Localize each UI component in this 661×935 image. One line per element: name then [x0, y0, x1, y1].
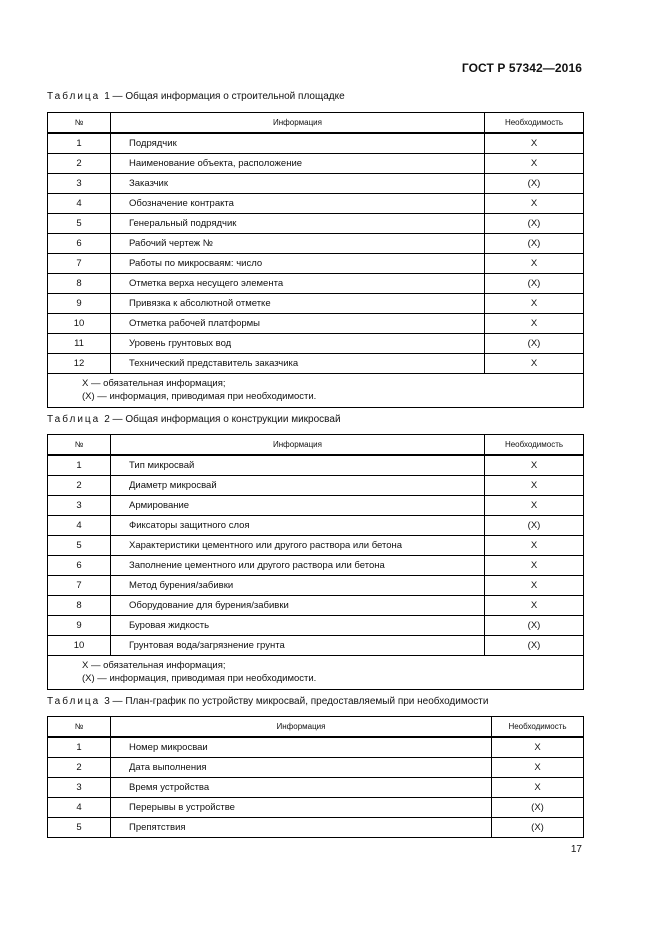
- row-information: Генеральный подрядчик: [111, 214, 485, 234]
- row-necessity: X: [492, 758, 584, 778]
- row-number: 8: [48, 274, 111, 294]
- row-information: Привязка к абсолютной отметке: [111, 294, 485, 314]
- table-row: [48, 133, 584, 154]
- row-number: 2: [48, 758, 111, 778]
- row-number: 1: [48, 737, 111, 758]
- table-row: [48, 516, 584, 536]
- note-line: X — обязательная информация;: [82, 378, 226, 389]
- row-number: 1: [48, 455, 111, 476]
- table-row: [48, 737, 584, 758]
- column-header-number: №: [48, 717, 111, 738]
- row-information: Номер микросваи: [111, 737, 492, 758]
- row-number: 2: [48, 476, 111, 496]
- table-3-caption: [47, 696, 488, 707]
- row-necessity: (X): [485, 636, 584, 656]
- table-row: [48, 334, 584, 354]
- row-number: 1: [48, 133, 111, 154]
- row-information: Фиксаторы защитного слоя: [111, 516, 485, 536]
- row-number: 4: [48, 194, 111, 214]
- row-information: Рабочий чертеж №: [111, 234, 485, 254]
- table-row: [48, 576, 584, 596]
- row-necessity: X: [485, 556, 584, 576]
- column-header-information: Информация: [111, 717, 492, 738]
- row-necessity: X: [485, 455, 584, 476]
- row-necessity: X: [485, 314, 584, 334]
- row-information: Уровень грунтовых вод: [111, 334, 485, 354]
- row-number: 7: [48, 254, 111, 274]
- row-number: 11: [48, 334, 111, 354]
- row-information: Заказчик: [111, 174, 485, 194]
- table-1-caption-text: 1 — Общая информация о строительной площадке: [104, 91, 345, 102]
- table-3-caption-text: 3 — План-график по устройству микросвай, предоставляемый при необходимости: [104, 696, 489, 707]
- table-row: [48, 596, 584, 616]
- row-information: Оборудование для бурения/забивки: [111, 596, 485, 616]
- row-number: 10: [48, 636, 111, 656]
- row-necessity: (X): [485, 516, 584, 536]
- row-information: Армирование: [111, 496, 485, 516]
- table-row: [48, 354, 584, 374]
- row-information: Диаметр микросвай: [111, 476, 485, 496]
- table-note: [48, 374, 584, 408]
- row-necessity: X: [485, 254, 584, 274]
- row-information: Работы по микросваям: число: [111, 254, 485, 274]
- table-header-row: [48, 435, 584, 456]
- row-information: Подрядчик: [111, 133, 485, 154]
- row-necessity: (X): [485, 334, 584, 354]
- table-1-caption-label: Таблица: [47, 91, 101, 102]
- table-2-caption: [47, 414, 341, 425]
- row-information: Перерывы в устройстве: [111, 798, 492, 818]
- column-header-necessity: Необходимость: [485, 435, 584, 456]
- row-information: Технический представитель заказчика: [111, 354, 485, 374]
- row-number: 7: [48, 576, 111, 596]
- row-number: 6: [48, 556, 111, 576]
- note-line: (X) — информация, приводимая при необходимости.: [82, 391, 317, 402]
- table-3-caption-label: Таблица: [47, 696, 101, 707]
- table-row: [48, 294, 584, 314]
- table-2-caption-label: Таблица: [47, 414, 101, 425]
- row-necessity: X: [485, 496, 584, 516]
- row-necessity: X: [485, 354, 584, 374]
- row-necessity: (X): [492, 798, 584, 818]
- row-necessity: (X): [492, 818, 584, 838]
- row-information: Дата выполнения: [111, 758, 492, 778]
- row-necessity: X: [485, 476, 584, 496]
- row-number: 6: [48, 234, 111, 254]
- table-row: [48, 556, 584, 576]
- table-row: [48, 496, 584, 516]
- table-2-caption-text: 2 — Общая информация о конструкции микросвай: [104, 414, 341, 425]
- table-row: [48, 476, 584, 496]
- row-necessity: X: [485, 576, 584, 596]
- row-number: 3: [48, 496, 111, 516]
- row-information: Время устройства: [111, 778, 492, 798]
- row-necessity: (X): [485, 616, 584, 636]
- row-number: 5: [48, 818, 111, 838]
- table-row: [48, 758, 584, 778]
- row-necessity: X: [492, 778, 584, 798]
- row-necessity: X: [485, 133, 584, 154]
- table-row: [48, 154, 584, 174]
- row-information: Отметка верха несущего элемента: [111, 274, 485, 294]
- page-number: 17: [570, 844, 582, 855]
- table-row: [48, 274, 584, 294]
- column-header-number: №: [48, 113, 111, 134]
- row-number: 3: [48, 174, 111, 194]
- table-row: [48, 214, 584, 234]
- note-line: X — обязательная информация;: [82, 660, 226, 671]
- row-necessity: X: [485, 154, 584, 174]
- row-number: 8: [48, 596, 111, 616]
- table-2: [47, 434, 584, 690]
- table-row: [48, 194, 584, 214]
- row-number: 3: [48, 778, 111, 798]
- table-row: [48, 636, 584, 656]
- row-necessity: X: [485, 194, 584, 214]
- row-number: 9: [48, 294, 111, 314]
- row-information: Характеристики цементного или другого раствора или бетона: [111, 536, 485, 556]
- row-number: 2: [48, 154, 111, 174]
- row-number: 12: [48, 354, 111, 374]
- row-necessity: X: [485, 294, 584, 314]
- table-3: [47, 716, 584, 838]
- row-number: 5: [48, 214, 111, 234]
- row-information: Заполнение цементного или другого раствора или бетона: [111, 556, 485, 576]
- row-necessity: X: [492, 737, 584, 758]
- table-row: [48, 254, 584, 274]
- table-row: [48, 616, 584, 636]
- table-note-row: [48, 656, 584, 690]
- row-number: 4: [48, 798, 111, 818]
- row-number: 4: [48, 516, 111, 536]
- row-necessity: (X): [485, 234, 584, 254]
- table-header-row: [48, 113, 584, 134]
- row-information: Отметка рабочей платформы: [111, 314, 485, 334]
- row-information: Обозначение контракта: [111, 194, 485, 214]
- row-information: Метод бурения/забивки: [111, 576, 485, 596]
- table-row: [48, 818, 584, 838]
- table-row: [48, 174, 584, 194]
- row-necessity: (X): [485, 174, 584, 194]
- table-row: [48, 778, 584, 798]
- row-information: Грунтовая вода/загрязнение грунта: [111, 636, 485, 656]
- row-number: 5: [48, 536, 111, 556]
- column-header-information: Информация: [111, 435, 485, 456]
- row-necessity: (X): [485, 274, 584, 294]
- row-information: Наименование объекта, расположение: [111, 154, 485, 174]
- note-line: (X) — информация, приводимая при необходимости.: [82, 673, 317, 684]
- table-row: [48, 234, 584, 254]
- table-1: [47, 112, 584, 408]
- column-header-information: Информация: [111, 113, 485, 134]
- table-row: [48, 798, 584, 818]
- row-number: 10: [48, 314, 111, 334]
- row-number: 9: [48, 616, 111, 636]
- table-header-row: [48, 717, 584, 738]
- column-header-number: №: [48, 435, 111, 456]
- table-note: [48, 656, 584, 690]
- table-note-row: [48, 374, 584, 408]
- column-header-necessity: Необходимость: [492, 717, 584, 738]
- row-information: Тип микросвай: [111, 455, 485, 476]
- table-1-caption: [47, 91, 345, 102]
- row-information: Буровая жидкость: [111, 616, 485, 636]
- table-row: [48, 455, 584, 476]
- row-information: Препятствия: [111, 818, 492, 838]
- table-row: [48, 314, 584, 334]
- table-row: [48, 536, 584, 556]
- row-necessity: X: [485, 536, 584, 556]
- document-standard-code: ГОСТ Р 57342—2016: [461, 61, 582, 75]
- row-necessity: X: [485, 596, 584, 616]
- column-header-necessity: Необходимость: [485, 113, 584, 134]
- row-necessity: (X): [485, 214, 584, 234]
